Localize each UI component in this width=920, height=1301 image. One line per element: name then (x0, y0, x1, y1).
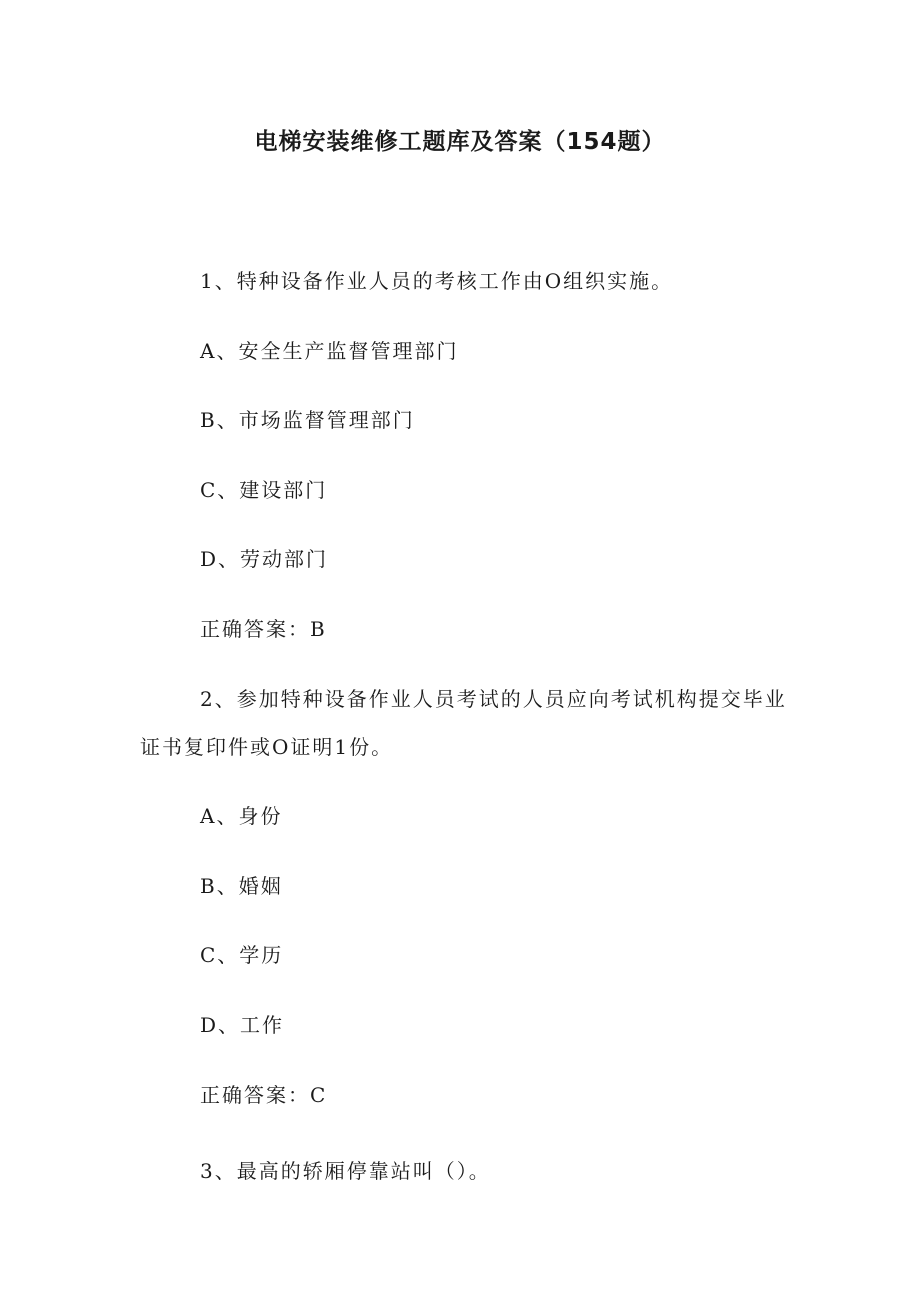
document-title: 电梯安装维修工题库及答案（154题） (254, 129, 666, 155)
question-stem-line-2: 证书复印件或O证明1份。 (140, 735, 394, 759)
correct-answer: 正确答案：B (200, 617, 327, 641)
option-b: B、市场监督管理部门 (200, 408, 415, 432)
option-c: C、建设部门 (200, 478, 328, 502)
question-stem: 1、特种设备作业人员的考核工作由O组织实施。 (200, 269, 674, 293)
option-d: D、工作 (200, 1013, 285, 1037)
option-a: A、安全生产监督管理部门 (200, 339, 459, 363)
option-b: B、婚姻 (200, 874, 283, 898)
question-stem-line-1: 2、参加特种设备作业人员考试的人员应向考试机构提交毕业 (200, 687, 787, 711)
option-a: A、身份 (200, 804, 283, 828)
option-c: C、学历 (200, 943, 284, 967)
option-d: D、劳动部门 (200, 547, 329, 571)
correct-answer: 正确答案：C (200, 1083, 328, 1107)
question-stem: 3、最高的轿厢停靠站叫（）。 (200, 1159, 491, 1183)
